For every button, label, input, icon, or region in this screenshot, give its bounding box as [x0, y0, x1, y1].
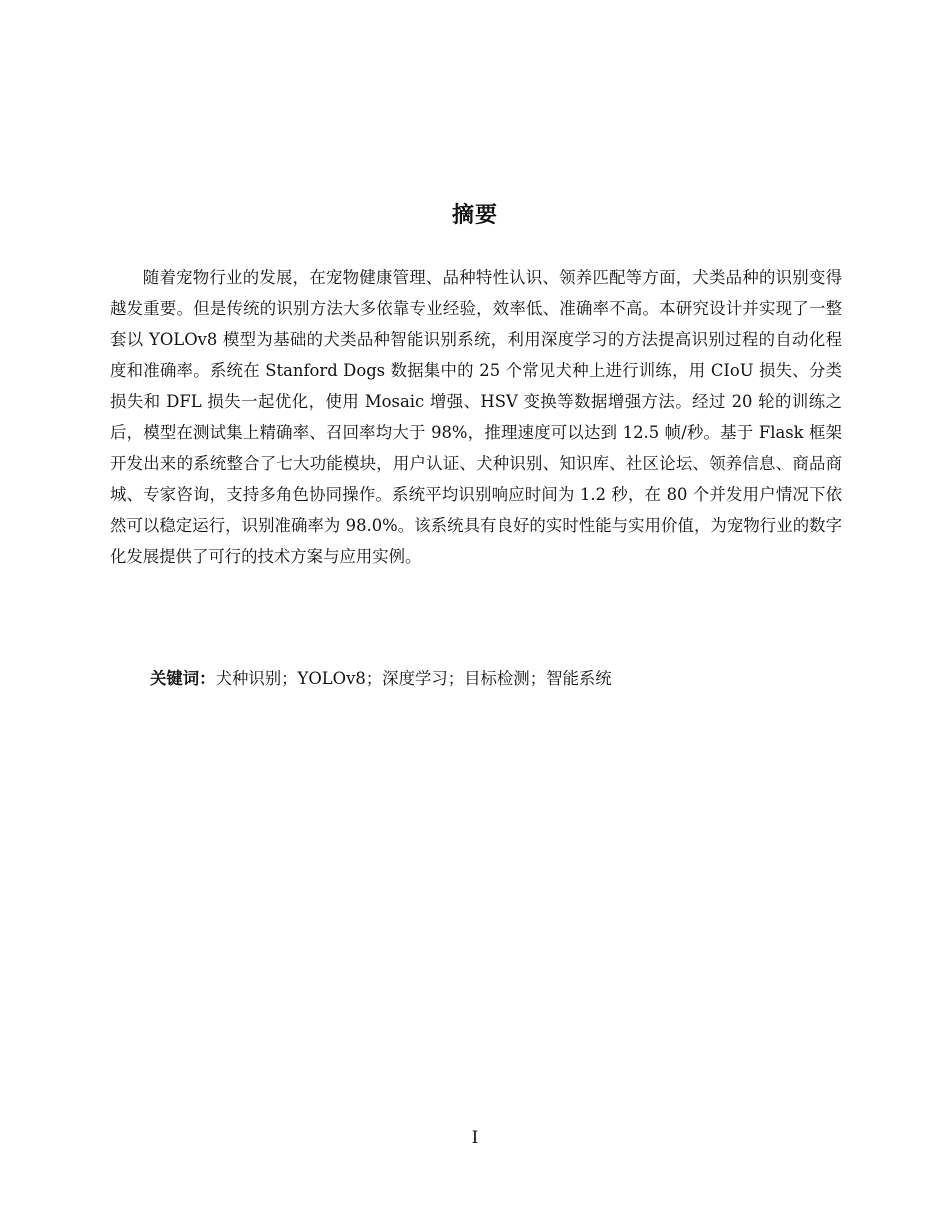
keywords-text: 犬种识别；YOLOv8；深度学习；目标检测；智能系统	[215, 669, 612, 688]
page-number: I	[471, 1128, 479, 1148]
keywords-line	[150, 663, 850, 694]
keywords-label: 关键词：	[150, 669, 216, 688]
abstract-body: 随着宠物行业的发展，在宠物健康管理、品种特性认识、领养匹配等方面，犬类品种的识别变得越发重要。但是传统的识别方法大多依靠专业经验，效率低、准确率不高。本研究设计并实现了一整套以 YOLOv8 模型为基础的犬类品种智能识别系统，利用深度学习的方法提高识别过程的自动化程度和准确率。系统在 Stanford Dogs 数据集中的 25 个常见犬种上进行训练，用 CIoU 损失、分类损失和 DFL 损失一起优化，使用 Mosaic 增强、HSV 变换等数据增强方法。经过 20 轮的训练之后，模型在测试集上精确率、召回率均大于 98%，推理速度可以达到 12.5 帧/秒。基于 Flask 框架开发出来的系统整合了七大功能模块，用户认证、犬种识别、知识库、社区论坛、领养信息、商品商城、专家咨询，支持多角色协同操作。系统平均识别响应时间为 1.2 秒，在 80 个并发用户情况下依然可以稳定运行，识别准确率为 98.0%。该系统具有良好的实时性能与实用价值，为宠物行业的数字化发展提供了可行的技术方案与应用实例。	[110, 268, 842, 566]
abstract-title: 摘要	[451, 203, 498, 228]
